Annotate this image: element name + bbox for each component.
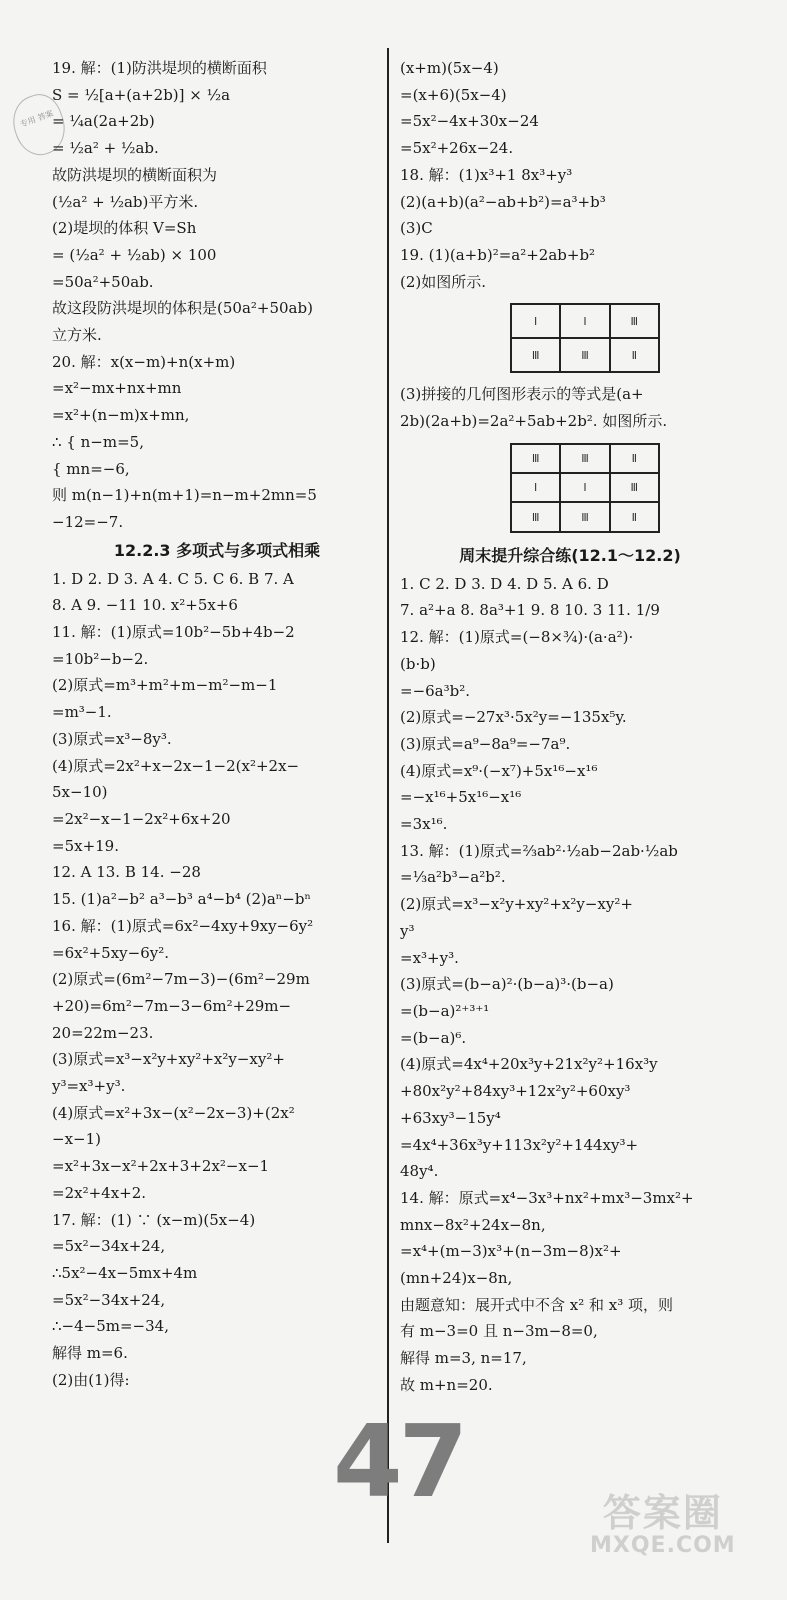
answer-line: =x²+3x−x²+2x+3+2x²−x−1	[52, 1157, 270, 1176]
answer-line: (½a² + ½ab)平方米.	[52, 192, 199, 211]
answer-line: (3)拼接的几何图形表示的等式是(a+	[400, 385, 644, 404]
answer-line: 5x−10)	[52, 783, 108, 802]
column-divider	[387, 48, 389, 1543]
answer-line: 则 m(n−1)+n(m+1)=n−m+2mn=5	[52, 486, 317, 505]
answer-line: =2x²+4x+2.	[52, 1183, 147, 1202]
answer-line: 16. 解：(1)原式=6x²−4xy+9xy−6y²	[52, 916, 314, 935]
answer-line: +20)=6m²−7m−3−6m²+29m−	[52, 996, 292, 1015]
left-column	[52, 55, 382, 1393]
answer-line: (2)(a+b)(a²−ab+b²)=a³+b³	[400, 192, 606, 211]
answer-line: =(b−a)²⁺³⁺¹	[400, 1001, 490, 1020]
answer-line: 解得 m=6.	[52, 1344, 128, 1363]
watermark-logo-text: 答案圈	[602, 1491, 723, 1535]
figure-cell: Ⅱ	[610, 444, 659, 473]
answer-line: = ¼a(2a+2b)	[52, 112, 155, 131]
section-heading: 12.2.3 多项式与多项式相乘	[113, 540, 321, 560]
answer-line: = (½a² + ½ab) × 100	[52, 245, 217, 264]
answer-line: 18. 解：(1)x³+1 8x³+y³	[400, 165, 573, 184]
answer-line: 48y⁴.	[400, 1162, 439, 1181]
figure-cell: Ⅲ	[610, 304, 659, 338]
answer-line: (2)原式=(6m²−7m−3)−(6m²−29m	[52, 970, 310, 989]
answer-line: =(b−a)⁶.	[400, 1028, 467, 1047]
answer-line: 20=22m−23.	[52, 1023, 154, 1042]
answer-line: =5x²−34x+24,	[52, 1290, 166, 1309]
answer-line: =x²+(n−m)x+mn,	[52, 406, 190, 425]
answer-line: ∴−4−5m=−34,	[52, 1317, 169, 1336]
answer-line: 立方米.	[52, 326, 102, 345]
answer-line: (2)原式=−27x³·5x²y=−135x⁵y.	[400, 708, 627, 727]
answer-line: 19. 解：(1)防洪堤坝的横断面积	[52, 59, 267, 77]
answer-line: (3)原式=x³−x²y+xy²+x²y−xy²+	[52, 1050, 285, 1069]
answer-line: =5x+19.	[52, 836, 119, 855]
answer-line: (2)由(1)得:	[52, 1370, 130, 1389]
answer-line: 1. C 2. D 3. D 4. D 5. A 6. D	[400, 574, 609, 593]
answer-line: 2b)(2a+b)=2a²+5ab+2b². 如图所示.	[400, 412, 668, 431]
answer-line: 17. 解：(1) ∵ (x−m)(5x−4)	[52, 1210, 256, 1229]
figure-cell: Ⅰ	[560, 304, 609, 338]
answer-line: =5x²−34x+24,	[52, 1237, 166, 1256]
answer-line: (3)原式=(b−a)²·(b−a)³·(b−a)	[400, 975, 614, 994]
answer-line: 由题意知：展开式中不含 x² 和 x³ 项，则	[400, 1295, 674, 1314]
figure-cell: Ⅲ	[511, 444, 560, 473]
figure-cell: Ⅲ	[560, 502, 609, 531]
answer-line: 11. 解：(1)原式=10b²−5b+4b−2	[52, 623, 295, 642]
answer-line: =5x²+26x−24.	[400, 139, 514, 158]
answer-line: 15. (1)a²−b² a³−b³ a⁴−b⁴ (2)aⁿ−bⁿ	[52, 890, 311, 909]
answer-line: =3x¹⁶.	[400, 815, 448, 834]
figure-cell: Ⅲ	[511, 338, 560, 372]
answer-line: S = ½[a+(a+2b)] × ½a	[52, 85, 231, 104]
answer-line: (3)原式=a⁹−8a⁹=−7a⁹.	[400, 734, 571, 753]
right-column-top	[400, 55, 740, 295]
answer-line: (3)原式=x³−8y³.	[52, 729, 172, 748]
answer-line: { mn=−6,	[52, 459, 130, 478]
answer-line: −12=−7.	[52, 512, 124, 531]
right-column-mid	[400, 381, 740, 434]
figure-row	[511, 502, 659, 531]
answer-line: +63xy³−15y⁴	[400, 1108, 501, 1127]
answer-line: (4)原式=4x⁴+20x³y+21x²y²+16x³y	[400, 1055, 658, 1074]
answer-line: (4)原式=x²+3x−(x²−2x−3)+(2x²	[52, 1103, 295, 1122]
answer-line: (x+m)(5x−4)	[400, 59, 499, 77]
answer-line: (2)原式=x³−x²y+xy²+x²y−xy²+	[400, 895, 633, 914]
answer-line: =4x⁴+36x³y+113x²y²+144xy³+	[400, 1135, 639, 1154]
figure-cell: Ⅰ	[511, 304, 560, 338]
answer-line: y³	[400, 921, 415, 940]
answer-line: 20. 解：x(x−m)+n(x+m)	[52, 352, 236, 371]
answer-line: 12. 解：(1)原式=(−8×¾)·(a·a²)·	[400, 628, 634, 647]
answer-line: 故这段防洪堤坝的体积是(50a²+50ab)	[52, 299, 313, 318]
answer-line: y³=x³+y³.	[52, 1077, 126, 1096]
answer-line: 19. (1)(a+b)²=a²+2ab+b²	[400, 245, 596, 264]
answer-line: (mn+24)x−8n,	[400, 1269, 513, 1288]
answer-line: (4)原式=2x²+x−2x−1−2(x²+2x−	[52, 756, 300, 775]
figure-cell: Ⅰ	[511, 473, 560, 502]
figure-cell: Ⅲ	[511, 502, 560, 531]
figure-row	[511, 473, 659, 502]
answer-line: =m³−1.	[52, 703, 112, 722]
answer-line: 7. a²+a 8. 8a³+1 9. 8 10. 3 11. 1/9	[400, 601, 660, 620]
answer-line: (2)堤坝的体积 V=Sh	[52, 219, 197, 238]
answer-line: 12. A 13. B 14. −28	[52, 863, 201, 882]
answer-line: =6x²+5xy−6y².	[52, 943, 169, 962]
answer-line: 1. D 2. D 3. A 4. C 5. C 6. B 7. A	[52, 569, 294, 588]
answer-line: (2)原式=m³+m²+m−m²−m−1	[52, 676, 278, 695]
answer-line: −x−1)	[52, 1130, 101, 1149]
answer-line: 有 m−3=0 且 n−3m−8=0,	[400, 1322, 598, 1341]
page-number: 47	[333, 1403, 465, 1520]
answer-line: (2)如图所示.	[400, 272, 487, 291]
answer-line: (3)C	[400, 219, 433, 238]
answer-line: = ½a² + ½ab.	[52, 139, 159, 158]
figure-cell: Ⅱ	[610, 338, 659, 372]
answer-line: =50a²+50ab.	[52, 272, 154, 291]
answer-line: mnx−8x²+24x−8n,	[400, 1215, 546, 1234]
answer-line: =−6a³b².	[400, 681, 471, 700]
figure-cell: Ⅲ	[560, 444, 609, 473]
answer-line: =⅓a²b³−a²b².	[400, 868, 506, 887]
figure-cell: Ⅰ	[560, 473, 609, 502]
answer-line: 13. 解：(1)原式=⅔ab²·½ab−2ab·½ab	[400, 841, 678, 860]
watermark-url: MXQE.COM	[590, 1533, 736, 1558]
answer-line: ∴ { n−m=5,	[52, 432, 144, 451]
geometry-figure-1	[510, 303, 660, 373]
figure-cell: Ⅱ	[610, 502, 659, 531]
geometry-figure-2	[510, 443, 660, 533]
stamp-text: 专用 答案	[18, 108, 55, 130]
answer-line: =10b²−b−2.	[52, 649, 149, 668]
answer-line: =−x¹⁶+5x¹⁶−x¹⁶	[400, 788, 522, 807]
answer-line: =x²−mx+nx+mn	[52, 379, 182, 398]
answer-line: (4)原式=x⁹·(−x⁷)+5x¹⁶−x¹⁶	[400, 761, 598, 780]
answer-line: =5x²−4x+30x−24	[400, 112, 539, 131]
answer-line: 解得 m=3, n=17,	[400, 1349, 527, 1368]
answer-line: ∴5x²−4x−5mx+4m	[52, 1263, 198, 1282]
figure-cell: Ⅲ	[560, 338, 609, 372]
right-column-bottom	[400, 571, 740, 1399]
answer-line: 故防洪堤坝的横断面积为	[52, 165, 218, 184]
answer-line: 故 m+n=20.	[400, 1375, 493, 1394]
answer-line: 8. A 9. −11 10. x²+5x+6	[52, 596, 238, 615]
answer-line: =(x+6)(5x−4)	[400, 85, 507, 104]
figure-cell: Ⅲ	[610, 473, 659, 502]
figure-row	[511, 444, 659, 473]
figure-row	[511, 304, 659, 338]
figure-row	[511, 338, 659, 372]
answer-line: =x³+y³.	[400, 948, 459, 967]
answer-line: =x⁴+(m−3)x³+(n−3m−8)x²+	[400, 1242, 622, 1261]
answer-line: +80x²y²+84xy³+12x²y²+60xy³	[400, 1082, 631, 1101]
site-watermark	[590, 1493, 736, 1559]
section-heading-weekend: 周末提升综合练(12.1～12.2)	[459, 545, 681, 565]
answer-line: (b·b)	[400, 654, 436, 673]
answer-line: =2x²−x−1−2x²+6x+20	[52, 809, 231, 828]
answer-line: 14. 解：原式=x⁴−3x³+nx²+mx³−3mx²+	[400, 1188, 694, 1207]
right-column	[400, 55, 740, 1399]
